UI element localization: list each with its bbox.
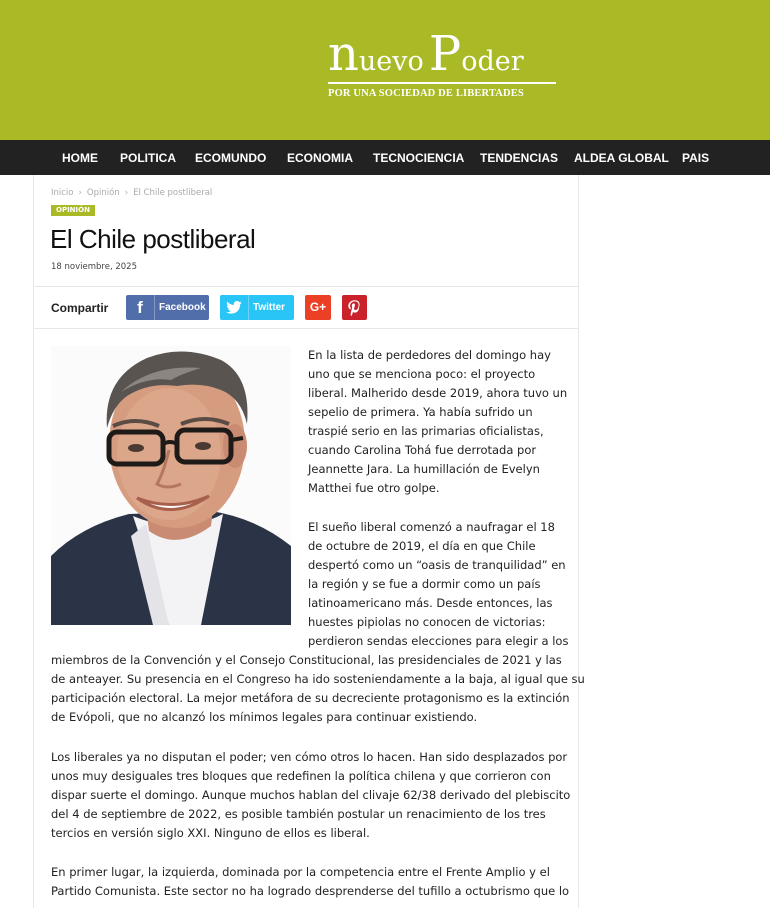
paragraph-line: Jeannette Jara. La humillación de Evelyn	[308, 462, 540, 476]
logo-underline	[328, 82, 556, 84]
facebook-share-button[interactable]	[126, 295, 209, 320]
article-paragraph	[51, 518, 585, 738]
facebook-icon: f	[126, 295, 155, 320]
divider	[34, 286, 578, 287]
breadcrumb-category[interactable]: Opinión	[86, 188, 120, 198]
paragraph-line: Matthei fue otro golpe.	[308, 481, 440, 495]
paragraph-line: perdieron sendas elecciones para elegir a los	[308, 634, 569, 648]
paragraph-line: tercios en versión siglo XXI. Ninguno de ellos es liberal.	[51, 826, 370, 840]
paragraph-line: dispar suerte el domingo. Aunque muchos hablan del clivaje 62/38 derivado del plebiscito	[51, 788, 571, 802]
paragraph-line: de octubre de 2019, el día en que Chile	[308, 539, 536, 553]
nav-item-tecnociencia[interactable]: TECNOCIENCIA	[373, 151, 465, 165]
paragraph-line: unos muy desiguales tres bloques que redefinen la política chilena y que corrieron con	[51, 769, 551, 783]
twitter-icon	[220, 295, 249, 320]
nav-item-aldea-global[interactable]: ALDEA GLOBAL	[574, 151, 669, 165]
paragraph-line: Los liberales ya no disputan el poder; ven cómo otros lo hacen. Han sido desplazados por	[51, 750, 568, 764]
paragraph-line: la región y se fue a dormir como un país	[308, 577, 541, 591]
divider	[34, 328, 578, 329]
nav-item-pais[interactable]: PAIS	[682, 151, 710, 165]
category-badge[interactable]: OPINIÓN	[51, 205, 95, 216]
share-label: Compartir	[51, 301, 109, 315]
site-header	[0, 0, 770, 140]
breadcrumb-home[interactable]: Inicio	[51, 188, 74, 198]
logo-tagline: POR UNA SOCIEDAD DE LIBERTADES	[328, 88, 524, 99]
paragraph-line: liberal. Malherido desde 2019, ahora tuvo un	[308, 386, 568, 400]
paragraph-line: miembros de la Convención y el Consejo Constitucional, las presidenciales de 2021 y las	[51, 653, 562, 667]
paragraph-line: de Evópoli, que no alcanzó los mínimos legales para continuar existiendo.	[51, 710, 478, 724]
paragraph-line: El sueño liberal comenzó a naufragar el 18	[308, 520, 555, 534]
breadcrumb	[51, 188, 212, 198]
paragraph-line: del 4 de septiembre de 2022, es posible también postular un renacimiento de los tres	[51, 807, 546, 821]
paragraph-line: huestes pipiolas no conocen de victorias:	[308, 615, 546, 629]
paragraph-line: de anteayer. Su presencia en el Congreso ha ido sosteniendamente a la baja, al igual que su	[51, 672, 585, 686]
paragraph-line: uno que se menciona poco: el proyecto	[308, 367, 536, 381]
paragraph-line: En primer lugar, la izquierda, dominada por la competencia entre el Frente Amplio y el	[51, 865, 550, 879]
nav-item-home[interactable]: HOME	[62, 151, 98, 165]
pinterest-share-button[interactable]	[342, 295, 367, 320]
article-container	[33, 175, 585, 908]
breadcrumb-current: El Chile postliberal	[133, 188, 213, 198]
article-date: 18 noviembre, 2025	[51, 262, 137, 272]
breadcrumb-separator: ›	[124, 188, 129, 198]
twitter-share-button[interactable]	[220, 295, 294, 320]
paragraph-line: cuando Carolina Tohá fue derrotada por	[308, 443, 537, 457]
pinterest-icon	[342, 295, 367, 320]
article-title: El Chile postliberal	[50, 224, 256, 254]
paragraph-line: sepelio de primera. Ya había sufrido un	[308, 405, 533, 419]
main-nav	[0, 140, 770, 175]
nav-item-politica[interactable]: POLITICA	[120, 151, 176, 165]
googleplus-share-button[interactable]	[305, 295, 331, 320]
logo-wordmark: nuevo Poder	[328, 26, 524, 82]
paragraph-line: Partido Comunista. Este sector no ha logrado desprenderse del tufillo a octubrismo que lo	[51, 884, 570, 898]
article-paragraph	[51, 346, 568, 506]
twitter-label: Twitter	[253, 302, 286, 313]
article-paragraph	[51, 748, 571, 848]
article-paragraph	[51, 863, 570, 903]
nav-item-ecomundo[interactable]: ECOMUNDO	[195, 151, 267, 165]
nav-item-economia[interactable]: ECONOMIA	[287, 151, 353, 165]
paragraph-line: latinoamericano más. Desde entonces, las	[308, 596, 553, 610]
facebook-label: Facebook	[159, 302, 206, 313]
paragraph-line: En la lista de perdedores del domingo hay	[308, 348, 551, 362]
paragraph-line: participación electoral. La mejor metáfora de su decreciente protagonismo es la extinción	[51, 691, 570, 705]
site-logo[interactable]	[328, 24, 558, 104]
paragraph-line: despertó como un “oasis de tranquilidad” en	[308, 558, 566, 572]
paragraph-line: traspié serio en las primarias oficialistas,	[308, 424, 544, 438]
breadcrumb-separator: ›	[78, 188, 82, 198]
googleplus-icon: G+	[309, 300, 327, 314]
nav-item-tendencias[interactable]: TENDENCIAS	[480, 151, 559, 165]
